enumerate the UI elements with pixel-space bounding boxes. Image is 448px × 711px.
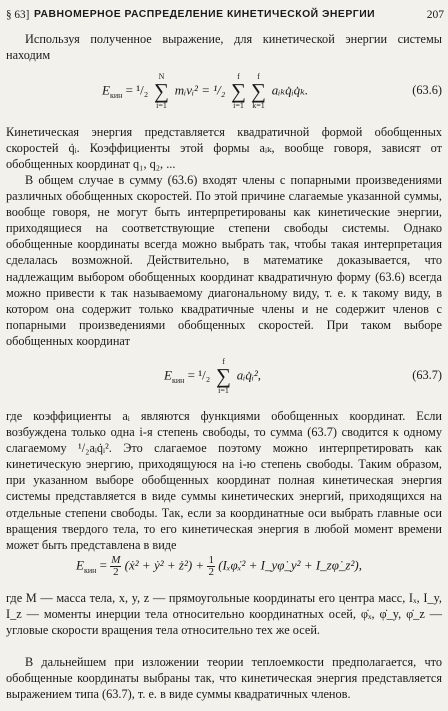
eq636-sum2: f ∑ i=1: [229, 73, 249, 110]
running-title: РАВНОМЕРНОЕ РАСПРЕДЕЛЕНИЕ КИНЕТИЧЕСКОЙ ЭНЕРГИИ: [34, 9, 376, 20]
equation-63-6-body: [102, 73, 308, 110]
eq637-sum: f ∑ i=1: [214, 358, 234, 395]
eq636-sum3: f ∑ k=1: [249, 73, 269, 110]
eq636-part1: = ¹/₂: [125, 82, 149, 98]
equation-63-7: [6, 358, 442, 398]
equation-rigid-body-body: [76, 555, 362, 578]
paragraph-4: где коэффициенты aᵢ являются функциями обобщенных координат. Если возбуждена только одна i-я степень свободы, то сумма (63.7) сводится к одному слагаемому ¹/₂aᵢq̇ᵢ². Это слагаемое поэтому можно интерпретировать как кинетическую энергию, приходящуюся на i-ю степень свободы. Таким образом, при указанном выборе обобщенных координат полная кинетическая энергия системы представляется в виде суммы кинетических энергий, приходящихся на отдельные степени свободы. Так, если за координатные оси выбрать главные оси вращения твердого тела, то его кинетическая энергия в любой момент времени может быть представлена в виде: [6, 409, 442, 552]
eqrb-frac2: [207, 555, 215, 578]
equation-rigid-body: [6, 555, 442, 595]
paragraph-5: где M — масса тела, x, y, z — прямоугольные координаты его центра масс, Iₓ, I_y, I_z — моменты инерции тела относительно координатных осей, φ̇ₓ, φ̇_y, φ̇_z — угловые скорости вращения тела относительно тех же осей.: [6, 591, 442, 638]
paragraph-3: В общем случае в сумму (63.6) входят члены с попарными произведениями различных обобщенных скоростей. По этой причине слагаемые указанной суммы, вообще говоря, не могут быть интерпретированы как кинетические энергии, приходящиеся на соответствующие степени свободы системы. Однако обобщенные координаты всегда можно выбрать так, чтобы такая интерпретация сделалась возможной. Действительно, в математике доказывается, что надлежащим выбором обобщенных координат квадратичную форму (63.6) всегда можно привести к так называемому диагональному виду, т. е. к такому виду, в котором она содержит только квадратичные члены и не содержит членов с попарными произведениями обобщенных скоростей. При таком выборе обобщенных координат: [6, 173, 442, 348]
eq636-number: (63.6): [412, 83, 442, 97]
eq637-lhs-sub: кин: [171, 376, 185, 386]
eq636-sum3-top: f: [257, 72, 260, 81]
eqrb-part2: (Iₓφ̇ₓ² + I_yφ̇_y² + I_zφ̇_z²),: [218, 557, 362, 573]
eqrb-lhs: E: [76, 557, 84, 573]
eq636-sum2-bot: i=1: [233, 101, 244, 110]
eq637-sum-top: f: [222, 357, 225, 366]
eq637-term: aᵢq̇ᵢ²,: [236, 367, 262, 383]
eqrb-frac1: [110, 555, 121, 578]
eq636-lhs-sub: кин: [109, 91, 123, 101]
paragraph-1: Используя полученное выражение, для кинетической энергии системы находим: [6, 32, 442, 63]
eq636-sum1-bot: i=1: [156, 101, 167, 110]
eqrb-frac1-den: 2: [113, 566, 119, 578]
eq636-sum3-bot: k=1: [252, 101, 265, 110]
eqrb-eq: =: [99, 557, 107, 573]
eq636-sum2-top: f: [237, 72, 240, 81]
eq637-part1: = ¹/₂: [187, 367, 211, 383]
eq636-sum1-top: N: [158, 72, 165, 81]
eqrb-frac1-num: M: [111, 554, 121, 566]
eqrb-frac2-num: 1: [208, 554, 214, 566]
eq636-term1: mᵢvᵢ² = ¹/₂: [174, 82, 226, 98]
running-header: [6, 9, 444, 27]
eqrb-lhs-sub: кин: [83, 566, 97, 576]
page-number: 207: [426, 9, 444, 21]
eq637-lhs: E: [164, 367, 172, 383]
eq636-term2: aᵢₖq̇ᵢq̇ₖ.: [271, 82, 309, 98]
equation-63-6: [6, 73, 442, 113]
paragraph-2: Кинетическая энергия представляется квадратичной формой обобщенных скоростей q̇ᵢ. Коэффициенты этой формы aᵢₖ, вообще говоря, зависят от обобщенных координат q₁, q₂, ...: [6, 125, 442, 172]
eqrb-part1: (ẋ² + ẏ² + ż²) +: [124, 557, 205, 573]
eq637-sum-bot: i=1: [218, 386, 229, 395]
paragraph-6: В дальнейшем при изложении теории теплоемкости предполагается, что обобщенные координаты выбраны так, что кинетическая энергия представляется выражением типа (63.7), т. е. в виде суммы квадратичных членов.: [6, 655, 442, 702]
eqrb-frac2-den: 2: [208, 566, 214, 578]
section-marker: § 63]: [6, 9, 30, 21]
eq637-number: (63.7): [412, 368, 442, 382]
eq636-sum1: N ∑ i=1: [152, 73, 172, 110]
eq636-lhs: E: [102, 82, 110, 98]
equation-63-7-body: [164, 358, 261, 395]
